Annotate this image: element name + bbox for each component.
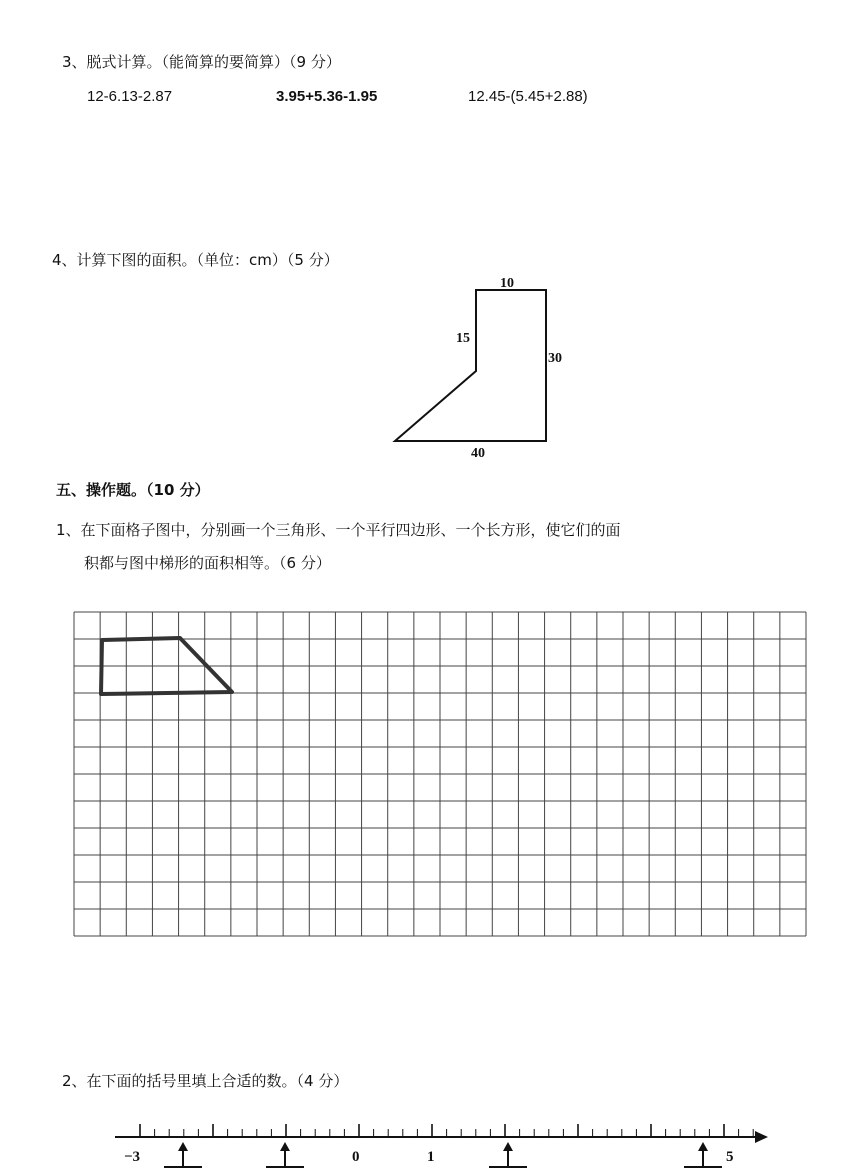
op2-title: 2、在下面的括号里填上合适的数。（4 分） (62, 1072, 349, 1090)
grid-lines (74, 612, 806, 936)
number-line-pointer-3 (489, 1142, 527, 1167)
number-line-label-5: 5 (726, 1149, 734, 1165)
q3-title: 3、脱式计算。（能简算的要简算）（9 分） (62, 53, 341, 71)
q4-label-top: 10 (500, 276, 514, 291)
q3-expression-1: 12-6.13-2.87 (87, 88, 173, 105)
q4-label-left: 15 (456, 331, 470, 346)
q4-title: 4、计算下图的面积。（单位：cm）（5 分） (52, 251, 339, 269)
number-line-arrowhead (755, 1131, 768, 1143)
q3-expression-3: 12.45-(5.45+2.88) (468, 88, 588, 105)
number-line-pointer-2 (266, 1142, 304, 1167)
op1-line-1: 1、在下面格子图中，分别画一个三角形、一个平行四边形、一个长方形，使它们的面 (56, 521, 621, 539)
op1-line-2: 积都与图中梯形的面积相等。（6 分） (84, 554, 331, 572)
q4-label-bottom: 40 (471, 446, 485, 461)
number-line-ticks (140, 1124, 753, 1137)
q4-figure-outline (395, 290, 546, 441)
number-line-label-neg3: −3 (124, 1149, 141, 1165)
q3-expression-2: 3.95+5.36-1.95 (276, 88, 378, 105)
op1-trapezoid (101, 638, 232, 694)
number-line-label-1: 1 (427, 1149, 435, 1165)
section5-title: 五、操作题。（10 分） (56, 481, 210, 499)
number-line-pointer-4 (684, 1142, 722, 1167)
q4-label-right: 30 (548, 351, 562, 366)
number-line-pointer-1 (164, 1142, 202, 1167)
number-line-label-0: 0 (352, 1149, 360, 1165)
